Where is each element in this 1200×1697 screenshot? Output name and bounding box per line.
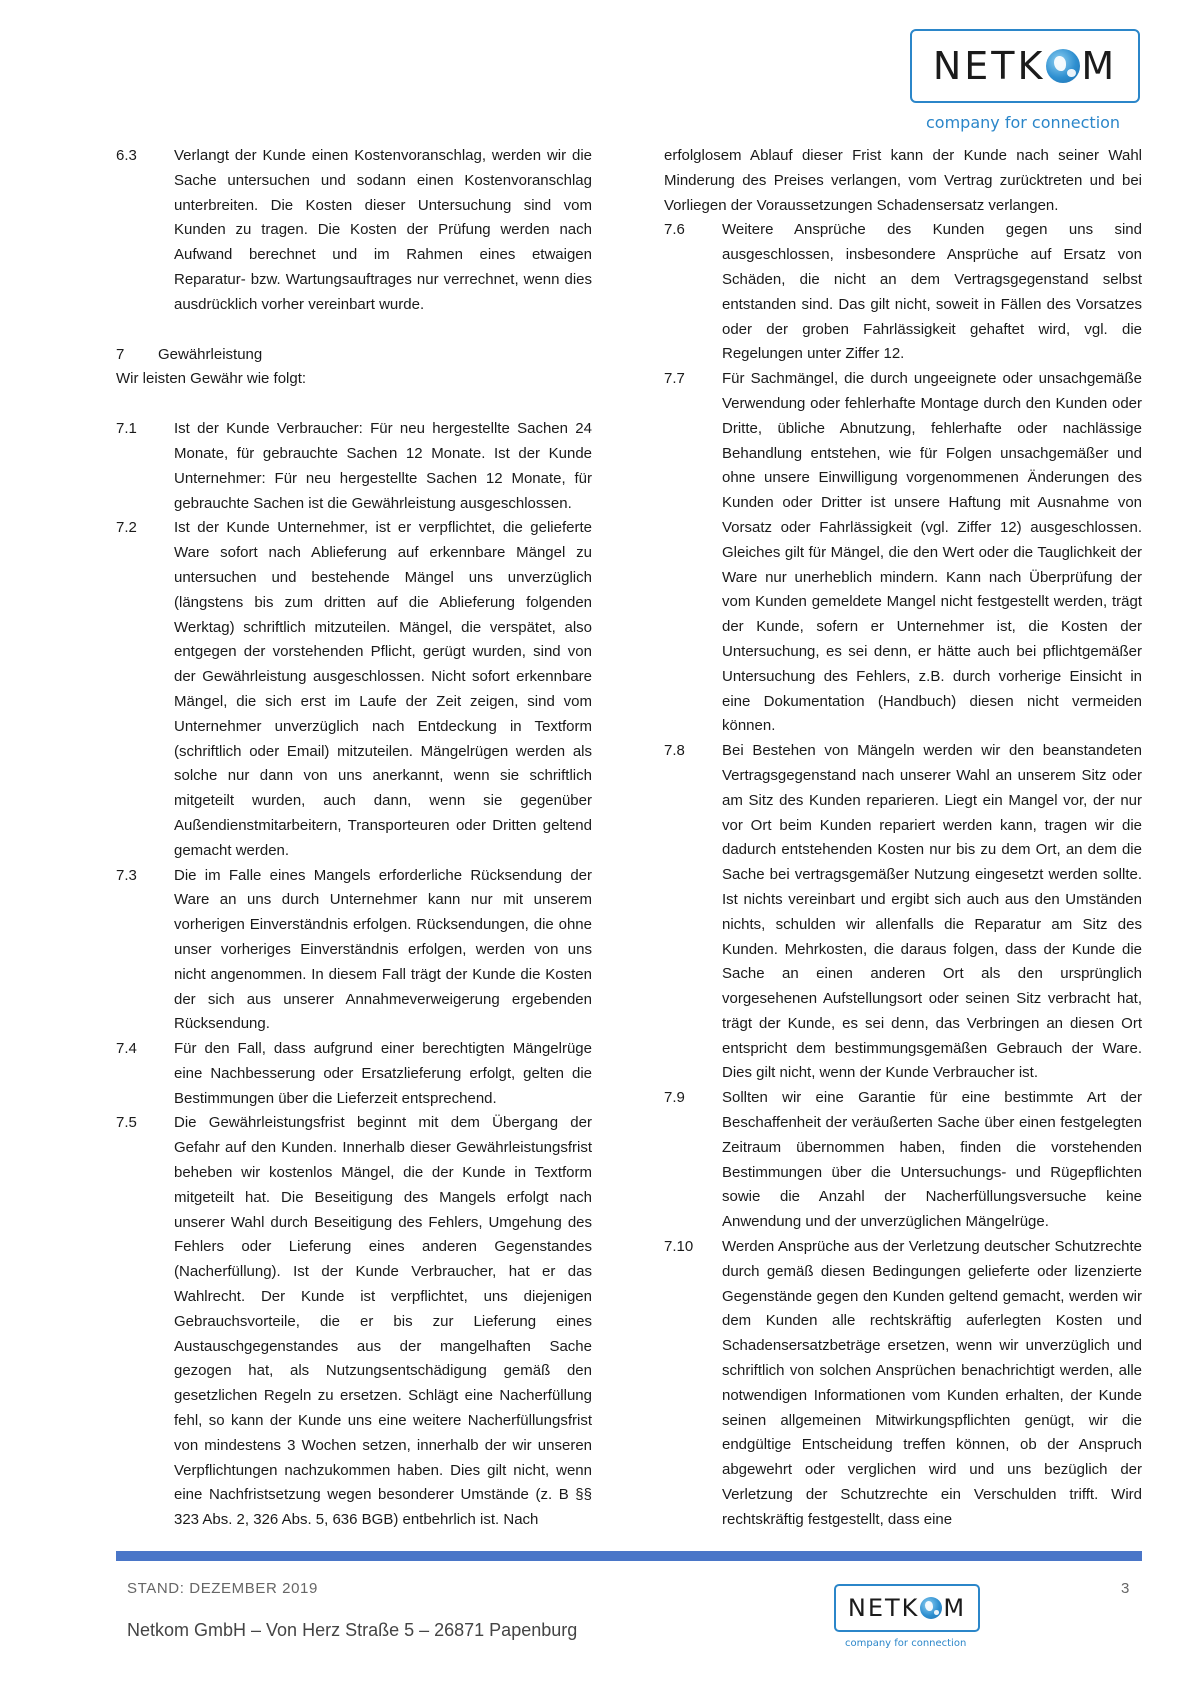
- clause-number: 7.8: [664, 742, 685, 760]
- right-column: [664, 144, 1142, 1533]
- clause-text: Verlangt der Kunde einen Kostenvoranschlag, werden wir die Sache untersuchen und sodann einen Kostenvoranschlag unterbreiten. Die Kosten dieser Untersuchung sind vom Kunden zu tragen. Die Kosten der Prüfung werden nach Aufwand berechnet und im Rahmen eines etwaigen Reparatur- bzw. Wartungsauftrages nur verrechnet, wenn dies ausdrücklich vorher vereinbart wurde.: [174, 147, 592, 313]
- clause-text: Werden Ansprüche aus der Verletzung deutscher Schutzrechte durch gemäß diesen Bedingungen gelieferte oder lizenzierte Gegenstände gegen den Kunden geltend gemacht, werden wir dem Kunden alle rechtskräftig auferlegten Kosten und Schadensersatzbeträge ersetzen, wenn wir unverzüglich und schriftlich von solchen Ansprüchen benachrichtigt werden, alle notwendigen Informationen vom Kunden erhalten, der Kunde seinen allgemeinen Mitwirkungspflichten genügt, wir die endgültige Entscheidung treffen können, ob der Anspruch abgewehrt oder verglichen wird und uns bezüglich der Verletzung der Schutzrechte ein Verschulden trifft. Wird rechtskräftig festgestellt, dass eine: [722, 1238, 1142, 1528]
- clause-7-3: [116, 864, 592, 1038]
- clause-7-7: [664, 367, 1142, 739]
- clause-7-1: [116, 417, 592, 516]
- clause-number: 7.1: [116, 420, 137, 438]
- netkom-logo-header: [910, 29, 1140, 103]
- globe-icon: [1046, 49, 1080, 83]
- clause-7-9: [664, 1086, 1142, 1235]
- logo-text-part2: M: [943, 1594, 967, 1622]
- clause-number: 6.3: [116, 147, 137, 164]
- clause-number: 7.3: [116, 866, 137, 884]
- clause-text: Für den Fall, dass aufgrund einer berechtigten Mängelrüge eine Nachbesserung oder Ersatzlieferung erfolgt, gelten die Bestimmungen über die Lieferzeit entsprechend.: [174, 1040, 592, 1107]
- footer-stand: STAND: DEZEMBER 2019: [127, 1580, 318, 1597]
- globe-icon: [920, 1597, 942, 1619]
- clause-7-4: [116, 1037, 592, 1111]
- page-number: 3: [1121, 1580, 1130, 1597]
- footer-tagline: company for connection: [845, 1638, 967, 1649]
- clause-text: Sollten wir eine Garantie für eine bestimmte Art der Beschaffenheit der veräußerten Sache über einen festgelegten Zeitraum übernommen haben, finden die vorstehenden Bestimmungen über die Untersuchungs- und Rügepflichten sowie die Anzahl der Nacherfüllungsversuche keine Anwendung und der unverzüglichen Mängelrüge.: [722, 1089, 1142, 1231]
- clause-text: Ist der Kunde Unternehmer, ist er verpflichtet, die gelieferte Ware sofort nach Ablieferung auf erkennbare Mängel zu untersuchen und bestehende Mängel uns unverzüglich (längstens bis zum dritten auf die Ablieferung folgenden Werktag) schriftlich mitzuteilen. Mängel, die verspätet, also entgegen der vorstehenden Pflicht, gerügt wurden, sind von der Gewährleistung ausgeschlossen. Nicht sofort erkennbare Mängel, die sich erst im Laufe der Zeit zeigen, sind vom Unternehmer unverzüglich nach Entdeckung in Textform (schriftlich oder Email) mitzuteilen. Mängelrügen werden als solche nur dann von uns anerkannt, wenn sie schriftlich mitgeteilt wurden, auch dann, wenn sie gegenüber Außendienstmitarbeitern, Transporteuren oder Dritten geltend gemacht werden.: [174, 519, 592, 859]
- clause-number: 7.9: [664, 1089, 685, 1107]
- footer-rule: [116, 1551, 1142, 1561]
- section-intro: Wir leisten Gewähr wie folgt:: [116, 370, 307, 388]
- left-column: [116, 144, 592, 1533]
- clause-number: 7.2: [116, 519, 137, 537]
- clause-7-5: [116, 1111, 592, 1533]
- section-title: Gewährleistung: [158, 345, 263, 363]
- logo-wordmark: [848, 1594, 966, 1622]
- logo-text-part1: NETK: [847, 1594, 920, 1622]
- clause-number: 7.7: [664, 370, 685, 388]
- clause-number: 7.6: [664, 221, 685, 239]
- clause-7-5-continuation: erfolglosem Ablauf dieser Frist kann der Kunde nach seiner Wahl Minderung des Preises verlangen, vom Vertrag zurücktreten und bei Vorliegen der Voraussetzungen Schadensersatz verlangen.: [664, 147, 1142, 214]
- clause-text: Weitere Ansprüche des Kunden gegen uns sind ausgeschlossen, insbesondere Ansprüche auf Ersatz von Schäden, die nicht an dem Vertragsgegenstand selbst entstanden sind. Das gilt nicht, soweit in Fällen des Vorsatzes oder der groben Fahrlässigkeit gehaftet wird, vgl. die Regelungen unter Ziffer 12.: [722, 221, 1142, 363]
- clause-number: 7.10: [664, 1238, 694, 1256]
- clause-number: 7.4: [116, 1040, 137, 1058]
- clause-7-10: [664, 1235, 1142, 1533]
- clause-7-8: [664, 739, 1142, 1086]
- clause-text: Ist der Kunde Verbraucher: Für neu hergestellte Sachen 24 Monate, für gebrauchte Sachen 12 Monate. Ist der Kunde Unternehmer: Für neu hergestellte Sachen 12 Monate, für gebrauchte Sachen ist die Gewährleistung ausgeschlossen.: [174, 420, 592, 512]
- header-tagline: company for connection: [926, 113, 1121, 132]
- clause-text: Die im Falle eines Mangels erforderliche Rücksendung der Ware an uns durch Unternehmer kann nur mit unserem vorherigen Einverständnis erfolgen. Rücksendungen, die ohne unser vorheriges Einverständnis erfolgen, werden von uns nicht angenommen. In diesem Fall trägt der Kunde die Kosten der sich aus unserer Annahmeverweigerung ergebenden Rücksendung.: [174, 866, 592, 1033]
- clause-number: 7.5: [116, 1114, 137, 1132]
- netkom-logo-footer: [834, 1584, 980, 1632]
- clause-7-6: [664, 218, 1142, 367]
- clause-text: Die Gewährleistungsfrist beginnt mit dem Übergang der Gefahr auf den Kunden. Innerhalb dieser Gewährleistungsfrist beheben wir kostenlos Mängel, die der Kunde in Textform mitgeteilt hat. Die Beseitigung des Mangels erfolgt nach unserer Wahl durch Beseitigung des Fehlers, Umgehung des Fehlers oder Lieferung eines anderen Gegenstandes (Nacherfüllung). Ist der Kunde Verbraucher, hat er das Wahlrecht. Der Kunde ist verpflichtet, uns diejenigen Gebrauchsvorteile, die er bis zur Lieferung eines Austauschgegenstandes aus der mangelhaften Sache gezogen hat, als Nutzungsentschädigung gemäß den gesetzlichen Regeln zu ersetzen. Schlägt eine Nacherfüllung fehl, so kann der Kunde uns eine weitere Nacherfüllungsfrist von mindestens 3 Wochen setzen, innerhalb der wir unseren Verpflichtungen nachzukommen haben. Dies gilt nicht, wenn eine Nachfristsetzung wegen besonderer Umstände (z. B §§ 323 Abs. 2, 326 Abs. 5, 636 BGB) entbehrlich ist. Nach: [174, 1114, 592, 1529]
- footer-address: Netkom GmbH – Von Herz Straße 5 – 26871 Papenburg: [127, 1620, 578, 1640]
- clause-text: Für Sachmängel, die durch ungeeignete oder unsachgemäße Verwendung oder fehlerhafte Montage durch den Kunden oder Dritte, übliche Abnutzung, fehlerhafte oder nachlässige Behandlung entstehen, wie für Folgen unsachgemäßer und ohne unsere Einwilligung vorgenommenen Änderungen des Kunden oder Dritter ist unsere Haftung mit Ausnahme von Vorsatz oder Fahrlässigkeit (vgl. Ziffer 12) ausgeschlossen. Gleiches gilt für Mängel, die den Wert oder die Tauglichkeit der Ware nur unerheblich mindern. Kann nach Überprüfung der vom Kunden gemeldete Mangel nicht festgestellt werden, trägt der Kunde, sofern er Unternehmer ist, die Kosten der Untersuchung, es sei denn, er hätte auch bei pflichtgemäßer Untersuchung des Fehlers, z.B. durch vorherige Einsicht in eine Dokumentation (Handbuch) diesen nicht vermeiden können.: [722, 370, 1142, 735]
- section-number: 7: [116, 345, 125, 363]
- logo-text-part2: M: [1081, 44, 1118, 88]
- logo-wordmark: [933, 44, 1117, 88]
- logo-text-part1: NETK: [932, 44, 1046, 88]
- section-7-heading: [116, 343, 592, 368]
- clause-text: Bei Bestehen von Mängeln werden wir den beanstandeten Vertragsgegenstand nach unserer Wahl an unserem Sitz oder am Sitz des Kunden reparieren. Liegt ein Mangel vor, der nur vor Ort beim Kunden repariert werden kann, tragen wir die dadurch entstehenden Kosten nur bis zu dem Ort, an dem die Sache bei vertragsgemäßer Nutzung eingesetzt werden sollte. Ist nichts vereinbart und ergibt sich auch aus den Umständen nichts, schulden wir allenfalls die Reparatur am Sitz des Kunden. Mehrkosten, die daraus folgen, dass der Kunde die Sache an einen anderen Ort als den ursprünglich vorgesehenen Aufstellungsort oder seinen Sitz verbracht hat, trägt der Kunde, es sei denn, das Verbringen an diesen Ort entspricht dem bestimmungsgemäßen Gebrauch der Ware. Dies gilt nicht, wenn der Kunde Verbraucher ist.: [722, 742, 1142, 1082]
- clause-7-2: [116, 516, 592, 863]
- clause-6-3: [116, 144, 592, 318]
